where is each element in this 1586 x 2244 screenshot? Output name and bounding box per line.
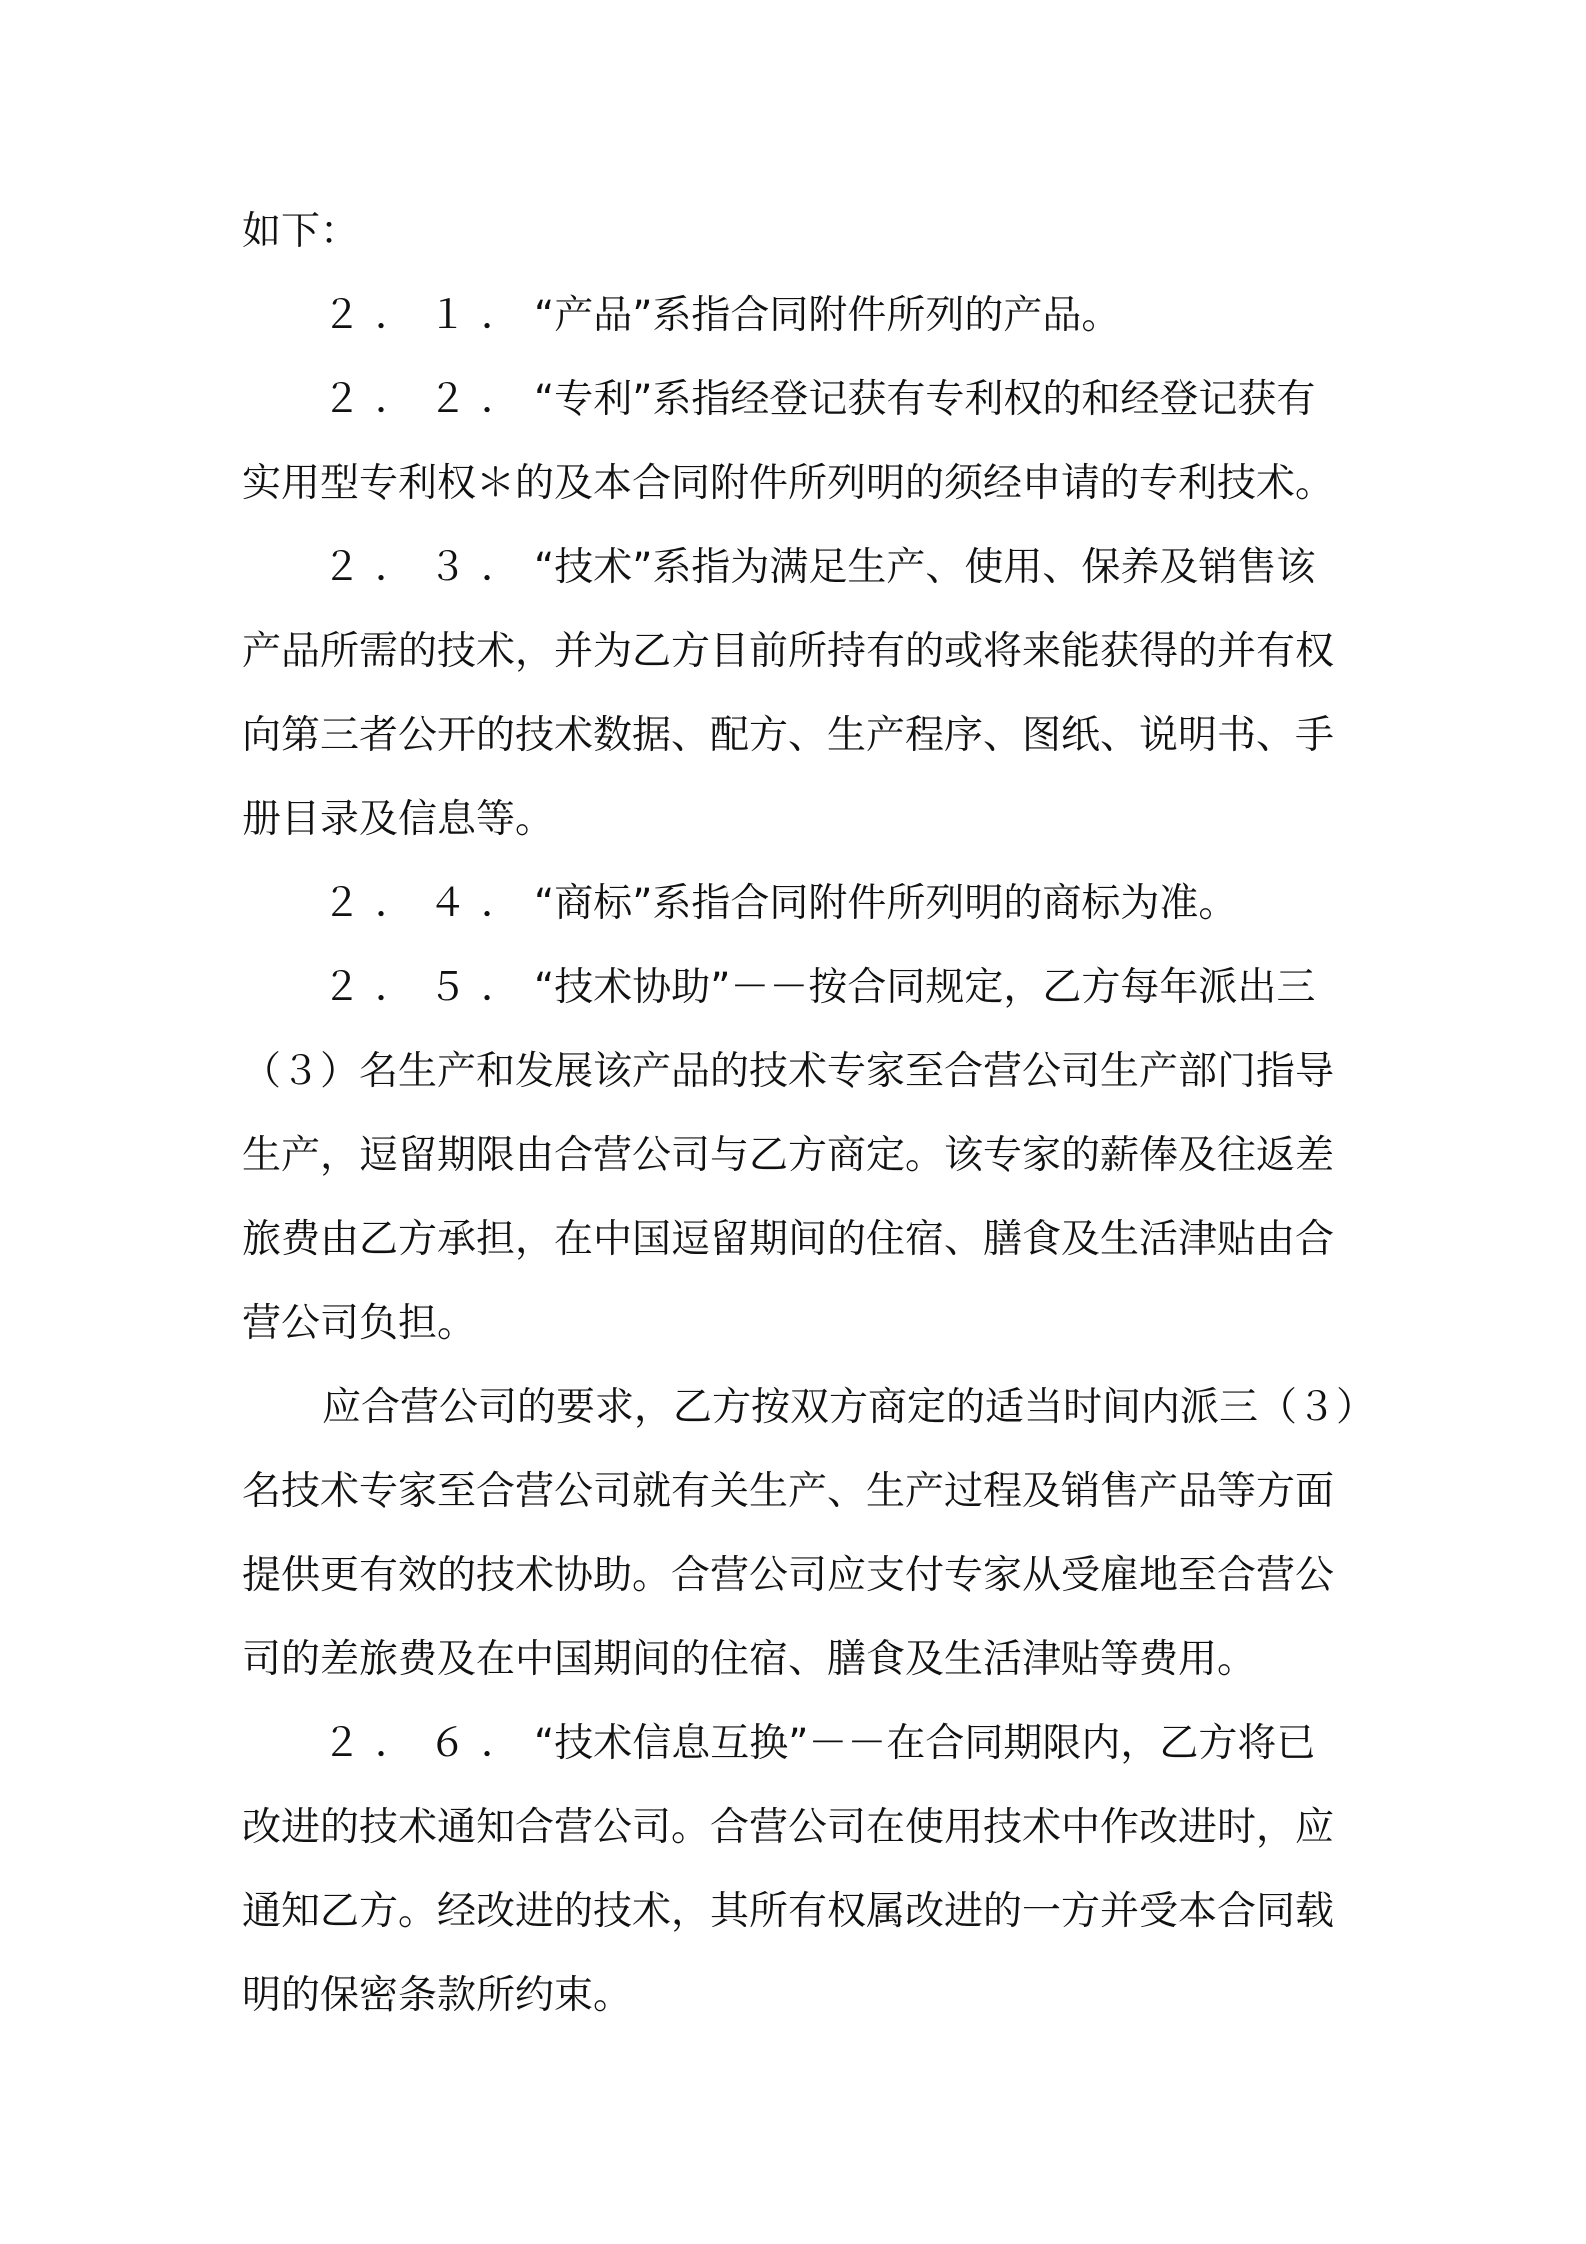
intro-line: 如下： — [242, 209, 360, 254]
clause-number: ２．６． — [322, 1721, 535, 1766]
clause-text: “商标”系指合同附件所列明的商标为准。 — [534, 881, 1238, 926]
paragraph-line-2: 名技术专家至合营公司就有关生产、生产过程及销售产品等方面 — [242, 1469, 1335, 1514]
clause-text: “产品”系指合同附件所列的产品。 — [534, 293, 1121, 338]
clause-2-6-line-4: 明的保密条款所约束。 — [242, 1973, 633, 2018]
clause-2-2-line-1 — [242, 358, 1362, 442]
clause-2-3-line-2: 产品所需的技术，并为乙方目前所持有的或将来能获得的并有权 — [242, 629, 1335, 674]
clause-2-5-line-4: 旅费由乙方承担，在中国逗留期间的住宿、膳食及生活津贴由合 — [242, 1217, 1335, 1262]
clause-2-4-line-1 — [242, 862, 1362, 946]
clause-number: ２．１． — [322, 293, 535, 338]
clause-2-2-line-2: 实用型专利权＊的及本合同附件所列明的须经申请的专利技术。 — [242, 461, 1335, 506]
paragraph-line-1: 应合营公司的要求，乙方按双方商定的适当时间内派三（３） — [322, 1385, 1376, 1430]
clause-text: “技术协助”－－按合同规定，乙方每年派出三 — [534, 965, 1316, 1010]
clause-2-3-line-1 — [242, 526, 1362, 610]
clause-2-5-line-5: 营公司负担。 — [242, 1301, 477, 1346]
clause-number: ２．３． — [322, 545, 535, 590]
contract-text — [242, 190, 1376, 2038]
clause-number: ２．５． — [322, 965, 535, 1010]
clause-number: ２．２． — [322, 377, 535, 422]
clause-2-3-line-4: 册目录及信息等。 — [242, 797, 555, 842]
clause-2-3-line-3: 向第三者公开的技术数据、配方、生产程序、图纸、说明书、手 — [242, 713, 1335, 758]
clause-number: ２．４． — [322, 881, 535, 926]
clause-text: “技术”系指为满足生产、使用、保养及销售该 — [534, 545, 1316, 590]
clause-2-6-line-3: 通知乙方。经改进的技术，其所有权属改进的一方并受本合同载 — [242, 1889, 1335, 1934]
clause-2-6-line-1 — [242, 1702, 1362, 1786]
clause-text: “专利”系指经登记获有专利权的和经登记获有 — [534, 377, 1316, 422]
clause-2-1-line-1 — [242, 274, 1362, 358]
clause-2-5-line-1 — [242, 946, 1362, 1030]
paragraph-line-4: 司的差旅费及在中国期间的住宿、膳食及生活津贴等费用。 — [242, 1637, 1257, 1682]
clause-2-5-line-3: 生产，逗留期限由合营公司与乙方商定。该专家的薪俸及往返差 — [242, 1133, 1335, 1178]
paragraph-line-3: 提供更有效的技术协助。合营公司应支付专家从受雇地至合营公 — [242, 1553, 1335, 1598]
clause-2-5-line-2: （３）名生产和发展该产品的技术专家至合营公司生产部门指导 — [242, 1049, 1335, 1094]
clause-text: “技术信息互换”－－在合同期限内，乙方将已 — [534, 1721, 1316, 1766]
clause-2-6-line-2: 改进的技术通知合营公司。合营公司在使用技术中作改进时，应 — [242, 1805, 1335, 1850]
